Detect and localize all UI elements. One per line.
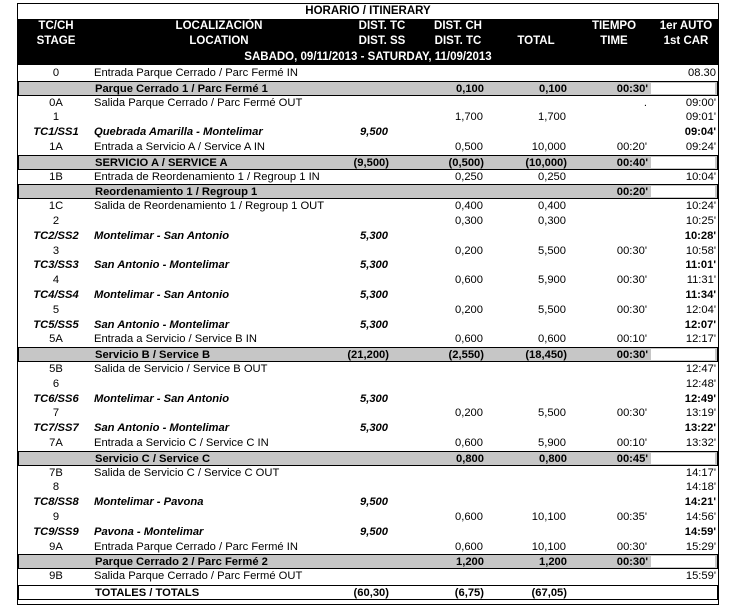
table-row: [18, 510, 718, 525]
tc-distance-cell: 1,700: [455, 111, 483, 124]
first-car-cell: 14:21': [684, 496, 716, 509]
location-cell: Salida de Reordenamiento 1 / Regroup 1 OUT: [94, 200, 325, 213]
header-1st-car: 1st CAR: [663, 34, 709, 47]
table-row: [18, 273, 718, 288]
stage-cell: 8: [52, 481, 60, 494]
first-car-blank: [651, 453, 715, 464]
location-cell: Parque Cerrado 2 / Parc Fermé 2: [95, 556, 268, 569]
location-cell: Entrada de Reordenamiento 1 / Regroup 1 IN: [94, 170, 320, 183]
totals-dist: (6,75): [454, 587, 484, 599]
date-banner-row: [18, 49, 718, 65]
location-cell: Quebrada Amarilla - Montelimar: [94, 126, 263, 139]
location-cell: Entrada a Servicio A / Service A IN: [94, 141, 266, 153]
location-cell: SERVICIO A / SERVICE A: [95, 156, 228, 169]
stage-cell: 4: [52, 274, 60, 287]
header-dist-ch: DIST. CH: [434, 20, 482, 32]
total-cell: 10,100: [531, 511, 566, 523]
location-cell: Entrada Parque Cerrado / Parc Fermé IN: [94, 540, 298, 553]
ss-distance-cell: 5,300: [360, 318, 388, 331]
header-dist-ss: DIST. SS: [358, 34, 406, 47]
stage-cell: TC5/SS5: [33, 318, 79, 331]
stage-cell: 7: [52, 407, 60, 420]
first-car-cell: 09:04': [684, 126, 716, 139]
first-car-cell: 12:48': [685, 377, 716, 390]
first-car-blank: [651, 157, 715, 168]
first-car-cell: 09:01': [685, 111, 716, 124]
tc-distance-cell: (2,550): [448, 349, 484, 362]
first-car-cell: 11:01': [685, 259, 716, 272]
stage-cell: TC4/SS4: [33, 289, 79, 301]
totals-label: TOTALES / TOTALS: [95, 587, 200, 599]
date-banner: SABADO, 09/11/2013 - SATURDAY, 11/09/2013: [244, 50, 492, 63]
first-car-cell: 13:19': [685, 407, 716, 420]
stage-cell: TC6/SS6: [33, 392, 79, 405]
first-car-cell: 14:56': [685, 511, 716, 523]
section-row: [18, 155, 718, 170]
time-cell: 00:10': [616, 333, 647, 346]
header-dist-tc-en: DIST. TC: [434, 34, 482, 47]
ss-distance-cell: (21,200): [347, 349, 389, 362]
tc-distance-cell: 0,300: [455, 215, 483, 227]
tc-distance-cell: 0,200: [455, 303, 483, 316]
special-stage-row: [18, 318, 718, 333]
stage-cell: 5: [52, 303, 60, 316]
first-car-blank: [651, 349, 715, 360]
tc-distance-cell: 0,600: [455, 511, 483, 523]
special-stage-row: [18, 495, 718, 510]
total-cell: 10,100: [531, 540, 566, 553]
table-row: [18, 303, 718, 318]
section-row: [18, 81, 718, 96]
first-car-cell: 10:58': [685, 244, 716, 257]
ss-distance-cell: 9,500: [360, 525, 388, 538]
location-cell: San Antonio - Montelimar: [94, 318, 230, 331]
total-cell: 0,800: [539, 452, 567, 465]
tc-distance-cell: 0,500: [455, 141, 483, 153]
table-row: [18, 214, 718, 229]
header-1er-auto: 1er AUTO: [659, 20, 713, 32]
time-cell: 00:35': [616, 511, 647, 523]
total-cell: 10,000: [531, 141, 566, 153]
stage-cell: 5B: [49, 363, 63, 375]
time-cell: 00:30': [616, 349, 648, 362]
first-car-cell: 09:24': [685, 141, 716, 153]
location-cell: Entrada a Servicio / Service B IN: [94, 333, 257, 346]
section-row: [18, 554, 718, 569]
first-car-cell: 15:29': [685, 540, 716, 553]
tc-distance-cell: 0,600: [455, 437, 483, 449]
first-car-cell: 12:47': [685, 363, 716, 375]
table-row: [18, 540, 718, 555]
stage-cell: 1B: [49, 170, 63, 183]
table-row: [18, 466, 718, 481]
tc-distance-cell: 0,200: [455, 407, 483, 420]
stage-cell: 0: [52, 67, 60, 79]
first-car-cell: 08.30: [688, 67, 716, 79]
ss-distance-cell: 9,500: [360, 496, 388, 509]
tc-distance-cell: 0,800: [456, 452, 484, 465]
total-cell: 5,500: [538, 244, 566, 257]
time-cell: 00:30': [616, 274, 647, 287]
tc-distance-cell: 0,100: [456, 82, 484, 95]
itinerary-sheet: [17, 3, 719, 605]
section-row: [18, 347, 718, 362]
location-cell: Servicio C / Service C: [95, 452, 211, 465]
stage-cell: 9: [52, 511, 60, 523]
header-dist-tc: DIST. TC: [358, 20, 406, 32]
stage-cell: 0A: [49, 96, 63, 109]
table-row: [18, 199, 718, 214]
tc-distance-cell: 1,200: [456, 556, 484, 569]
special-stage-row: [18, 229, 718, 244]
table-row: [18, 377, 718, 392]
location-cell: Montelimar - San Antonio: [94, 229, 230, 242]
ss-distance-cell: 5,300: [360, 289, 388, 301]
location-cell: Entrada a Servicio C / Service C IN: [94, 437, 269, 449]
location-cell: Salida de Servicio C / Service C OUT: [94, 466, 280, 479]
ss-distance-cell: (9,500): [353, 156, 389, 169]
table-row: [18, 406, 718, 421]
location-cell: Salida de Servicio / Service B OUT: [94, 363, 268, 375]
stage-cell: 9B: [49, 570, 63, 583]
stage-cell: 1A: [49, 141, 63, 153]
totals-row: [18, 585, 718, 600]
first-car-cell: 14:17': [685, 466, 716, 479]
time-cell: 00:30': [616, 407, 647, 420]
total-cell: 0,100: [539, 82, 567, 95]
header-stage: STAGE: [36, 34, 76, 47]
first-car-cell: 10:25': [685, 215, 716, 227]
stage-cell: 6: [52, 377, 60, 390]
table-row: [18, 480, 718, 495]
special-stage-row: [18, 125, 718, 140]
first-car-cell: 11:31': [686, 274, 716, 287]
time-cell: 00:10': [616, 437, 647, 449]
table-row: [18, 170, 718, 185]
tc-distance-cell: 0,600: [455, 540, 483, 553]
tc-distance-cell: 0,400: [455, 200, 483, 213]
header-time: TIME: [600, 34, 628, 47]
stage-cell: 2: [52, 215, 60, 227]
ss-distance-cell: 5,300: [360, 259, 388, 272]
total-cell: 1,200: [539, 556, 567, 569]
first-car-blank: [651, 186, 715, 197]
first-car-blank: [651, 83, 715, 94]
table-row: [18, 140, 718, 155]
header-tc: TC/CH: [38, 20, 74, 32]
time-cell: .: [643, 96, 647, 109]
total-cell: 5,900: [538, 274, 566, 287]
time-cell: 00:45': [616, 452, 648, 465]
stage-cell: TC7/SS7: [33, 422, 79, 435]
total-cell: 5,900: [538, 437, 566, 449]
location-cell: Salida Parque Cerrado / Parc Fermé OUT: [94, 570, 303, 583]
first-car-blank: [651, 556, 715, 567]
first-car-cell: 14:59': [684, 525, 716, 538]
section-row: [18, 451, 718, 466]
time-cell: 00:30': [616, 556, 648, 569]
time-cell: 00:30': [616, 540, 647, 553]
location-cell: Reordenamiento 1 / Regroup 1: [95, 186, 258, 199]
table-row: [18, 569, 718, 584]
location-cell: Parque Cerrado 1 / Parc Fermé 1: [95, 82, 268, 95]
first-car-cell: 12:49': [684, 392, 716, 405]
stage-cell: TC2/SS2: [33, 229, 79, 242]
table-row: [18, 66, 718, 81]
title-row: [18, 4, 718, 19]
time-cell: 00:30': [616, 82, 648, 95]
first-car-cell: 10:04': [685, 170, 716, 183]
total-cell: 0,250: [538, 170, 566, 183]
header-total: TOTAL: [517, 34, 555, 47]
header-row-2: [18, 34, 718, 49]
location-cell: Salida Parque Cerrado / Parc Fermé OUT: [94, 96, 303, 109]
stage-cell: TC8/SS8: [33, 496, 79, 509]
ss-distance-cell: 5,300: [360, 229, 388, 242]
first-car-cell: 15:59': [685, 570, 716, 583]
stage-cell: TC3/SS3: [33, 259, 79, 272]
time-cell: 00:20': [616, 186, 648, 199]
header-tiempo: TIEMPO: [591, 20, 637, 32]
stage-cell: 7B: [49, 466, 63, 479]
location-cell: Entrada Parque Cerrado / Parc Fermé IN: [94, 67, 298, 79]
stage-cell: 9A: [49, 540, 63, 553]
stage-cell: 7A: [49, 437, 63, 449]
first-car-cell: 10:28': [684, 229, 716, 242]
total-cell: 0,600: [538, 333, 566, 346]
tc-distance-cell: 0,250: [455, 170, 483, 183]
first-car-cell: 12:07': [684, 318, 716, 331]
totals-total: (67,05): [531, 587, 567, 599]
first-car-cell: 12:04': [685, 303, 716, 316]
table-row: [18, 244, 718, 259]
total-cell: 1,700: [538, 111, 566, 124]
total-cell: (10,000): [525, 156, 567, 169]
itinerary-title: HORARIO / ITINERARY: [305, 5, 431, 17]
special-stage-row: [18, 288, 718, 303]
tc-distance-cell: 0,200: [455, 244, 483, 257]
first-car-cell: 12:17': [685, 333, 716, 346]
first-car-cell: 13:32': [685, 437, 716, 449]
tc-distance-cell: 0,600: [455, 274, 483, 287]
first-car-cell: 11:34': [685, 289, 716, 301]
special-stage-row: [18, 525, 718, 540]
table-row: [18, 96, 718, 111]
location-cell: San Antonio - Montelimar: [94, 422, 230, 435]
ss-distance-cell: 9,500: [360, 126, 388, 139]
first-car-cell: 09:00': [685, 96, 716, 109]
time-cell: 00:40': [616, 156, 648, 169]
location-cell: Montelimar - San Antonio: [94, 392, 230, 405]
special-stage-row: [18, 258, 718, 273]
table-row: [18, 332, 718, 347]
special-stage-row: [18, 392, 718, 407]
first-car-cell: 14:18': [685, 481, 716, 494]
time-cell: 00:30': [616, 303, 647, 316]
ss-distance-cell: 5,300: [360, 422, 388, 435]
location-cell: San Antonio - Montelimar: [94, 259, 230, 272]
ss-distance-cell: 5,300: [360, 392, 388, 405]
stage-cell: 5A: [49, 333, 63, 346]
stage-cell: 1C: [48, 200, 64, 213]
stage-cell: 3: [52, 244, 60, 257]
tc-distance-cell: (0,500): [448, 156, 484, 169]
header-row-1: [18, 19, 718, 34]
location-cell: Pavona - Montelimar: [94, 525, 204, 538]
header-location: LOCALIZACIÒN: [175, 20, 263, 32]
time-cell: 00:30': [616, 244, 647, 257]
table-row: [18, 436, 718, 451]
section-row: [18, 184, 718, 199]
total-cell: 0,300: [538, 215, 566, 227]
table-row: [18, 362, 718, 377]
location-cell: Montelimar - San Antonio: [94, 289, 230, 301]
total-cell: 0,400: [538, 200, 566, 213]
stage-cell: TC1/SS1: [33, 126, 79, 139]
first-car-cell: 13:22': [684, 422, 716, 435]
total-cell: (18,450): [525, 349, 567, 362]
total-cell: 5,500: [538, 407, 566, 420]
tc-distance-cell: 0,600: [455, 333, 483, 346]
totals-ss: (60,30): [353, 587, 389, 599]
stage-cell: 1: [52, 111, 60, 124]
time-cell: 00:20': [616, 141, 647, 153]
total-cell: 5,500: [538, 303, 566, 316]
location-cell: Montelimar - Pavona: [94, 496, 204, 509]
special-stage-row: [18, 421, 718, 436]
stage-cell: TC9/SS9: [33, 525, 79, 538]
table-row: [18, 110, 718, 125]
location-cell: Servicio B / Service B: [95, 349, 211, 362]
first-car-cell: 10:24': [685, 200, 716, 213]
header-location-en: LOCATION: [189, 34, 249, 47]
